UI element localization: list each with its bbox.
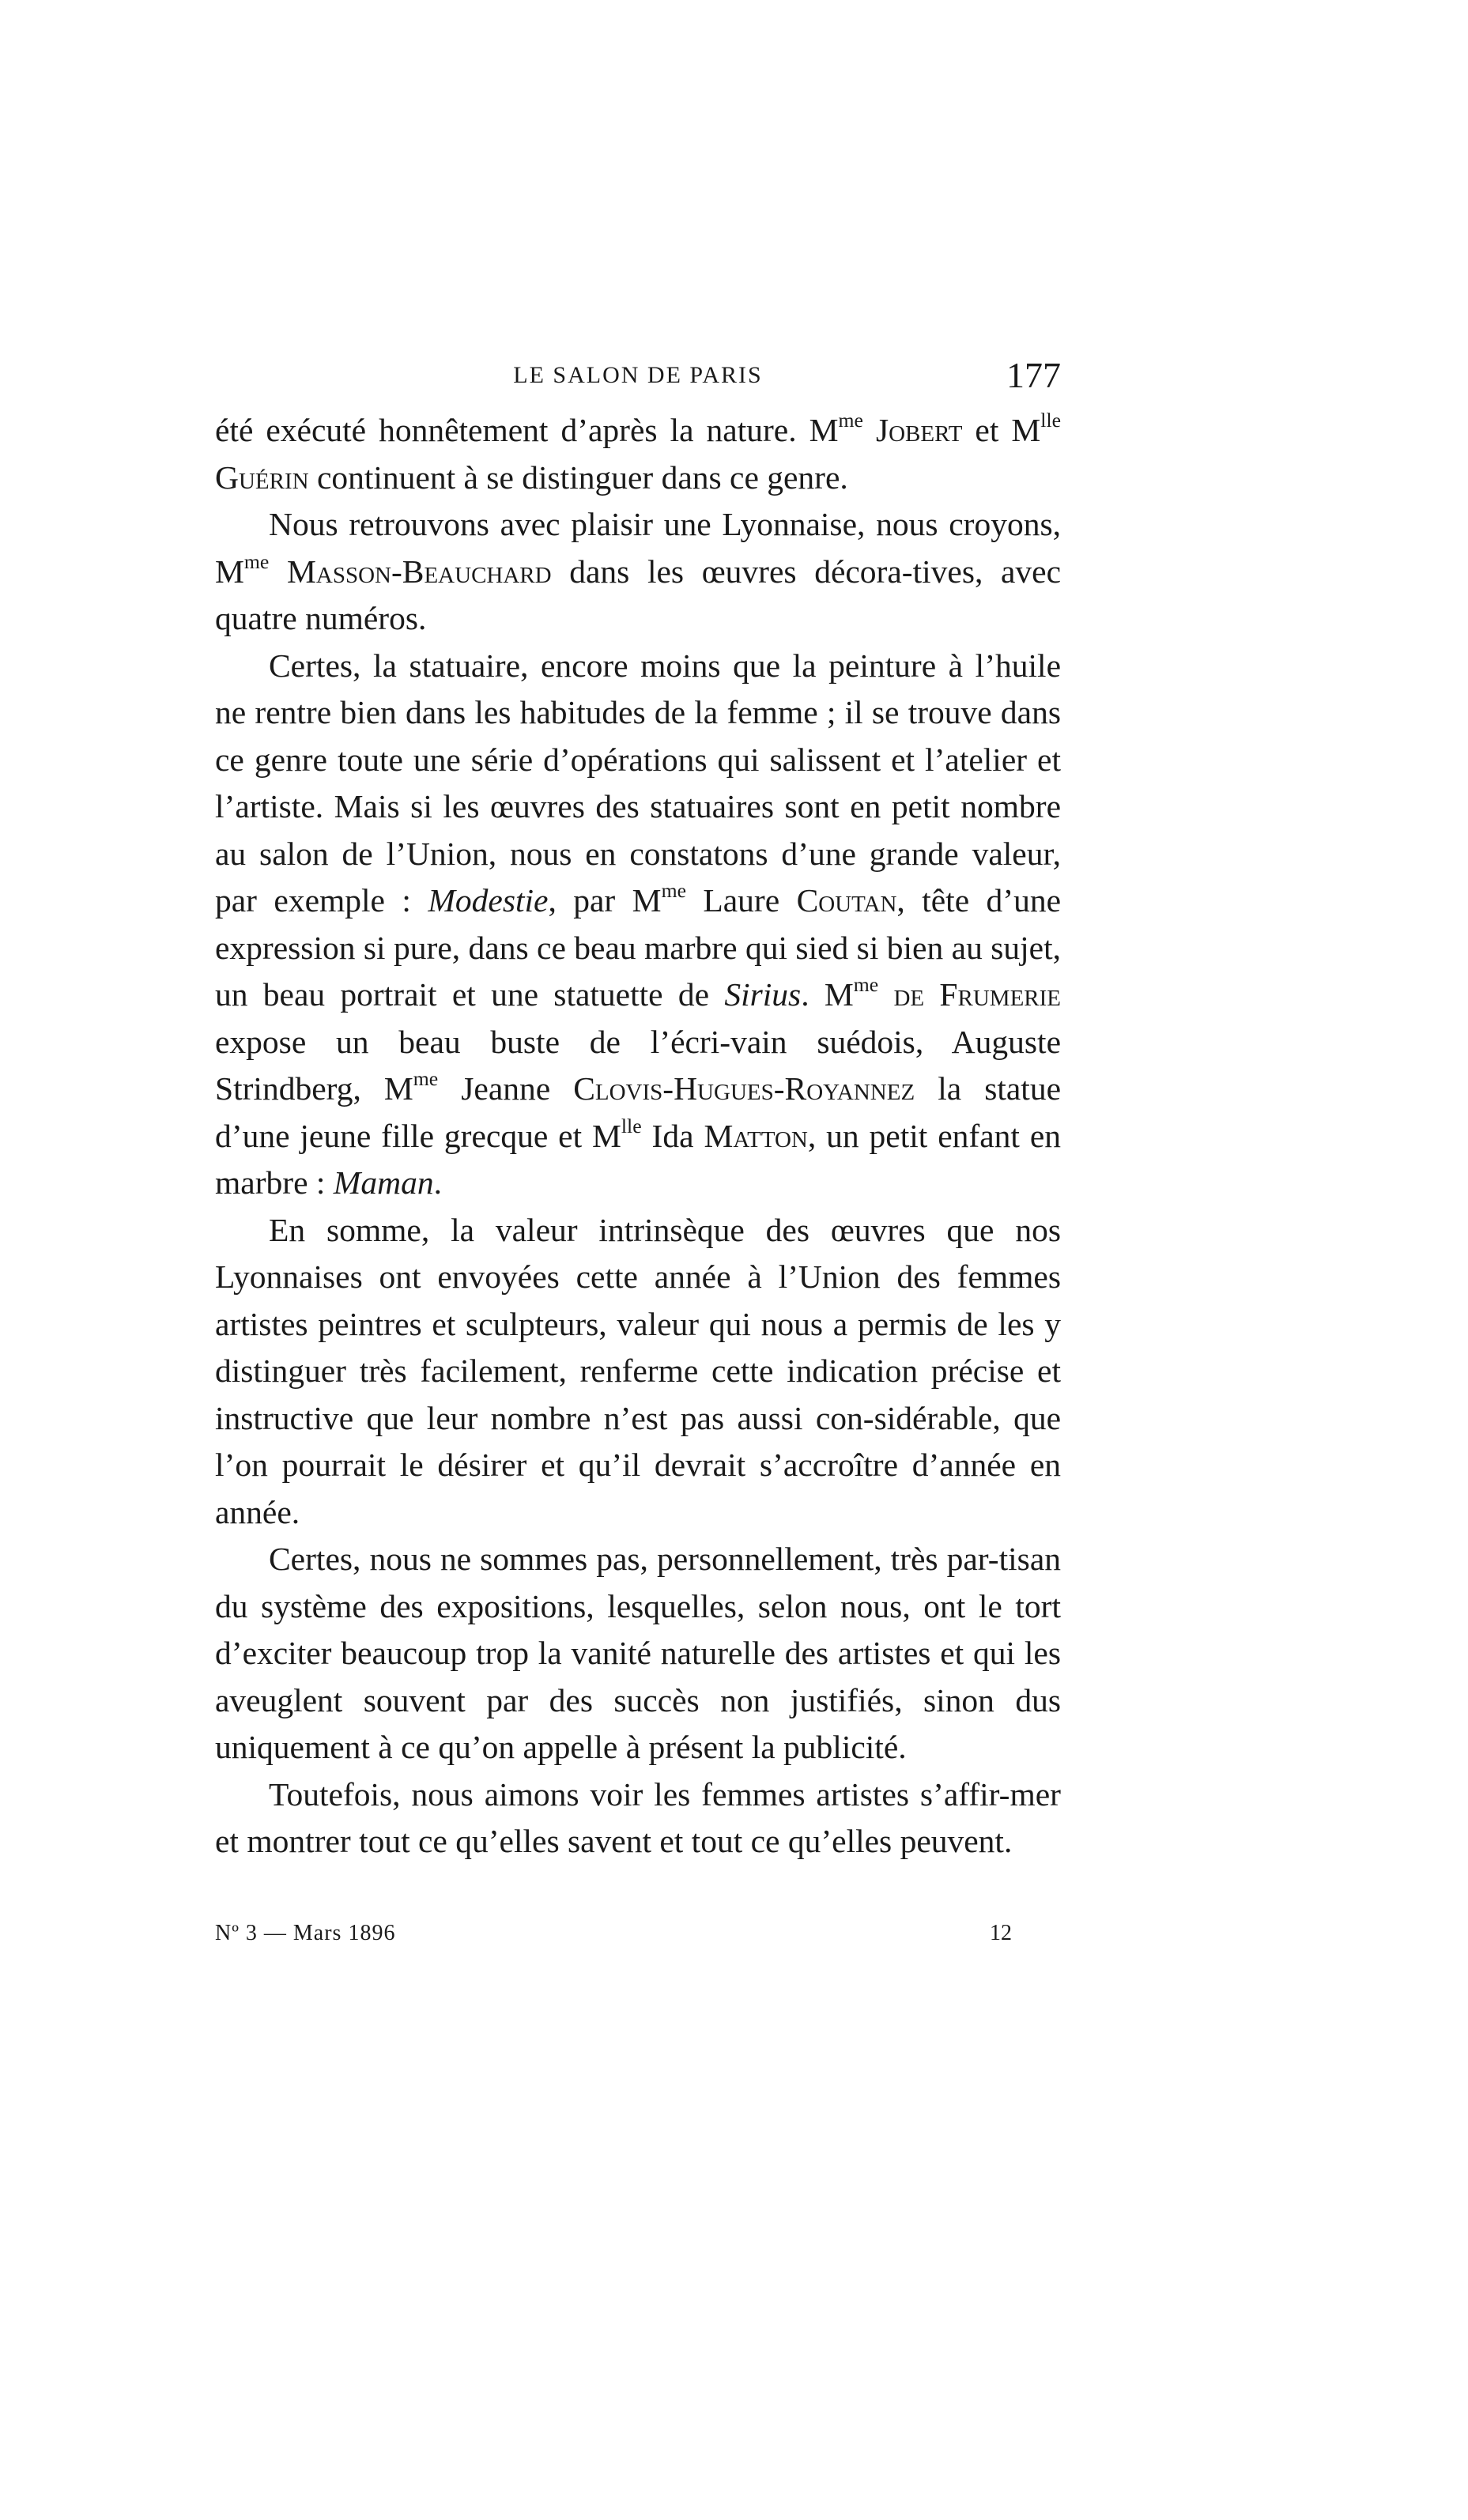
- text-run: . M: [801, 976, 854, 1013]
- text-run: été exécuté honnêtement d’après la nature. M: [215, 412, 839, 448]
- text-run: .: [433, 1164, 442, 1201]
- honorific-superscript: lle: [1040, 409, 1062, 432]
- signature-number: 12: [990, 1921, 1012, 1945]
- text-run: , tête d’une expression si pure, dans ce beau marbre qui sied si bien au sujet, un beau portrait et une statuette de: [215, 882, 1062, 1013]
- honorific-superscript: me: [853, 973, 879, 996]
- paragraph-6: Toutefois, nous aimons voir les femmes artistes s’affir-mer et montrer tout ce qu’elles savent et tout ce qu’elles peuvent.: [215, 1775, 1061, 1859]
- text-run: la statue d’une jeune fille grecque et M: [215, 1070, 1062, 1154]
- artwork-title: Sirius: [724, 976, 802, 1013]
- honorific-superscript: me: [413, 1067, 439, 1090]
- text-run: Nous retrouvons avec plaisir une Lyonnaise, nous croyons, M: [215, 506, 1061, 590]
- paragraph-3: [215, 643, 1061, 1207]
- paragraph-1: [215, 407, 1061, 501]
- page-footer: [215, 1921, 1061, 1960]
- text-run: [878, 976, 893, 1013]
- page-header: [215, 348, 1061, 403]
- artist-name: de Frumerie: [893, 976, 1061, 1013]
- artist-name: Coutan: [796, 882, 897, 919]
- text-run: et M: [962, 412, 1041, 448]
- paragraph-5: Certes, nous ne sommes pas, personnellement, très par-tisan du système des expositions, lesquelles, selon nous, ont le tort d’exciter beaucoup trop la vanité naturelle des artistes et qui les aveuglent souvent par des succès non justifiés, sinon dus uniquement à ce qu’on appelle à présent la publicité.: [215, 1541, 1061, 1765]
- text-run: Certes, la statuaire, encore moins que la peinture à l’huile ne rentre bien dans les habitudes de la femme ; il se trouve dans ce genre toute une série d’opérations qui salissent et l’atelier et l’artiste. Mais si les œuvres des statuaires sont en petit nombre au salon de l’Union, nous en constatons d’une grande valeur, par exemple :: [215, 647, 1061, 919]
- text-run: Ida: [641, 1117, 704, 1154]
- body-text: [215, 407, 1061, 1865]
- running-title: LE SALON DE PARIS: [513, 362, 763, 388]
- text-run: , par M: [548, 882, 662, 919]
- artist-name: Clovis-Hugues-Royannez: [573, 1070, 915, 1107]
- page-number: 177: [1006, 355, 1061, 395]
- text-run: Jeanne: [438, 1070, 574, 1107]
- honorific-superscript: me: [243, 549, 270, 573]
- artist-name: Matton: [704, 1117, 808, 1154]
- honorific-superscript: me: [838, 409, 863, 432]
- text-run: Laure: [685, 882, 797, 919]
- paragraph-4: En somme, la valeur intrinsèque des œuvres que nos Lyonnaises ont envoyées cette année à l’Union des femmes artistes peintres et sculpteurs, valeur qui nous a permis de les y distinguer très facilement, renferme cette indication précise et instructive que leur nombre n’est pas aussi con-sidérable, que l’on pourrait le désirer et qu’il devrait s’accroître d’année en année.: [215, 1211, 1061, 1530]
- honorific-superscript: lle: [621, 1114, 642, 1137]
- text-run: continuent à se distinguer dans ce genre.: [308, 458, 848, 496]
- signature-mark: Nº 3 — Mars 1896: [215, 1921, 396, 1945]
- artist-name: Masson-Beauchard: [286, 553, 552, 590]
- honorific-superscript: me: [661, 879, 686, 902]
- text-run: expose un beau buste de l’écri-vain suédois, Auguste Strindberg, M: [215, 1023, 1061, 1107]
- text-run: dans les œuvres décora-tives, avec quatre numéros.: [215, 553, 1062, 636]
- artwork-title: Modestie: [428, 882, 549, 919]
- paragraph-2: [215, 501, 1061, 643]
- artist-name: Jobert: [875, 412, 963, 448]
- artist-name: Guérin: [215, 458, 309, 496]
- text-run: , un petit enfant en marbre :: [215, 1117, 1061, 1201]
- artwork-title: Maman: [333, 1164, 434, 1201]
